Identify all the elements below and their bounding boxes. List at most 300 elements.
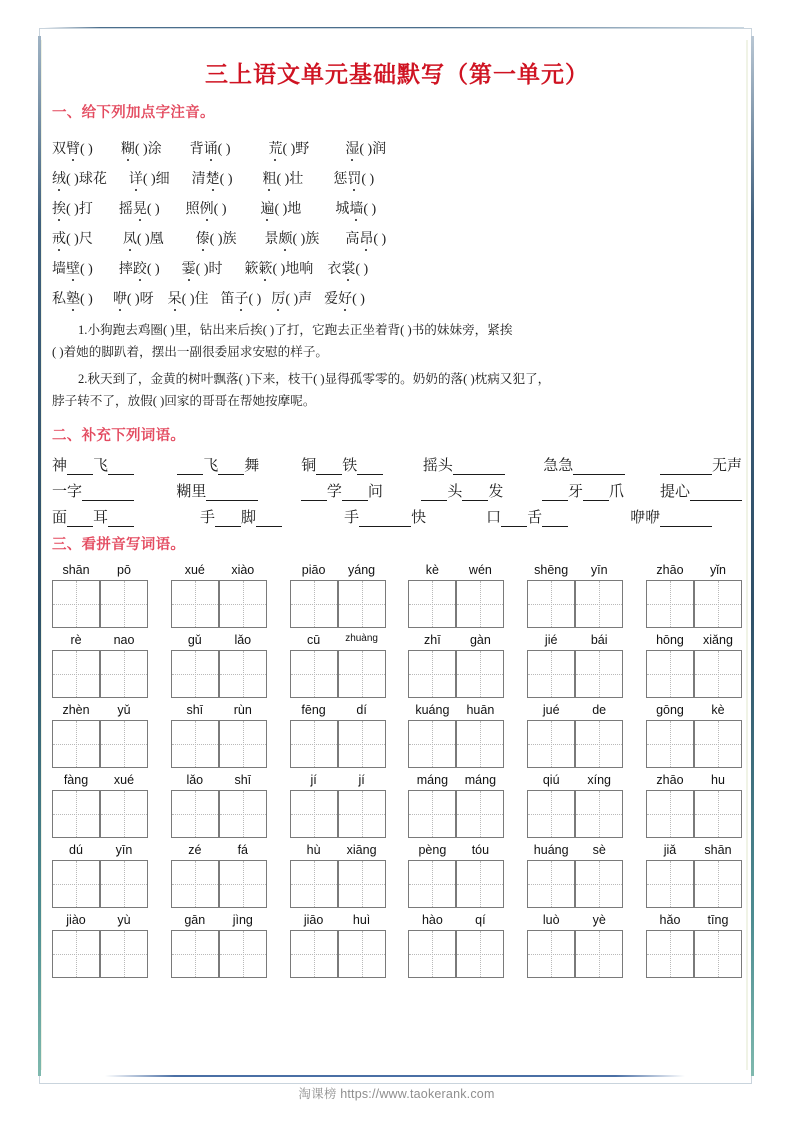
zhuyin-item[interactable] <box>52 138 93 158</box>
pinyin-group <box>52 843 148 857</box>
tianzige-cell[interactable] <box>338 790 386 838</box>
pinyin-syllable: fàng <box>63 772 89 787</box>
pinyin-syllable: zhèn <box>62 702 90 717</box>
spacer <box>148 720 171 769</box>
zhuyin-item[interactable] <box>52 168 107 188</box>
dotted-character: 颇 <box>278 228 292 248</box>
tianzige-cell[interactable] <box>100 860 148 908</box>
tianzige-cell[interactable] <box>338 720 386 768</box>
tianzige-cell[interactable] <box>52 650 100 698</box>
answer-parentheses[interactable]: ( ) <box>373 232 387 247</box>
pinyin-group <box>171 703 267 717</box>
tianzige-cell[interactable] <box>694 790 742 838</box>
zhuyin-item[interactable] <box>123 228 164 248</box>
word-prefix: 墙 <box>52 262 66 277</box>
answer-parentheses[interactable]: ( )凰 <box>136 232 164 247</box>
answer-parentheses[interactable]: ( ) <box>219 172 233 187</box>
tianzige-cell[interactable] <box>646 790 694 838</box>
tianzige-cell[interactable] <box>171 790 219 838</box>
word-prefix: 城 <box>335 202 350 217</box>
dotted-character: 霎 <box>182 258 196 278</box>
tianzige-cell[interactable] <box>527 650 575 698</box>
tianzige-group <box>408 860 504 909</box>
spacer <box>148 650 171 699</box>
word-prefix: 爱 <box>324 292 339 307</box>
answer-parentheses[interactable]: ( )涂 <box>134 142 162 157</box>
tianzige-cell[interactable] <box>646 930 694 978</box>
tianzige-cell[interactable] <box>171 930 219 978</box>
pinyin-syllable: hu <box>711 772 725 787</box>
pinyin-syllable: shān <box>704 842 732 857</box>
spacer <box>623 790 646 839</box>
pinyin-group <box>527 773 623 787</box>
answer-parentheses[interactable]: ( ) <box>146 202 160 217</box>
tianzige-cell[interactable] <box>408 860 456 908</box>
zhuyin-row <box>52 158 742 188</box>
dotted-character: 诵 <box>204 138 218 158</box>
pinyin-syllable: wén <box>468 562 492 577</box>
word-completion-item[interactable]: 糊里 <box>176 480 258 501</box>
tianzige-cell[interactable] <box>575 930 623 978</box>
sentence-line <box>52 390 742 412</box>
zhuyin-item[interactable] <box>335 198 376 218</box>
pinyin-syllable: fēng <box>301 702 326 717</box>
tianzige-cell[interactable] <box>575 650 623 698</box>
pinyin-group <box>527 843 623 857</box>
zhuyin-item[interactable] <box>271 288 312 308</box>
word-prefix: 照 <box>185 202 200 217</box>
pinyin-syllable: shān <box>62 562 90 577</box>
pinyin-syllable: shēng <box>534 562 569 577</box>
tianzige-cell[interactable] <box>456 930 504 978</box>
pinyin-syllable: sè <box>592 842 606 857</box>
dotted-character: 傣 <box>196 228 210 248</box>
tianzige-cell[interactable] <box>171 720 219 768</box>
tianzige-cell[interactable] <box>52 930 100 978</box>
zhuyin-item[interactable] <box>260 198 301 218</box>
tianzige-cell[interactable] <box>100 580 148 628</box>
page-border-right <box>751 36 754 1076</box>
tianzige-cell[interactable] <box>575 580 623 628</box>
spacer <box>267 580 290 629</box>
pinyin-syllable: jié <box>544 632 558 647</box>
answer-parentheses[interactable]: ( )球花 <box>66 172 107 187</box>
word-prefix: 摇 <box>118 202 133 217</box>
tianzige-group <box>171 650 267 699</box>
answer-parentheses[interactable]: ( ) <box>80 142 93 157</box>
zhuyin-row <box>52 278 742 308</box>
answer-parentheses[interactable]: ( ) <box>217 142 231 157</box>
pinyin-group <box>171 563 267 577</box>
zhuyin-item[interactable] <box>192 168 233 188</box>
spacer <box>623 580 646 629</box>
word-completion-item[interactable]: 学 问 <box>301 480 383 501</box>
pinyin-group <box>171 843 267 857</box>
answer-parentheses[interactable]: ( )壮 <box>276 172 304 187</box>
answer-parentheses[interactable]: ( ) <box>80 262 93 277</box>
blank-underline[interactable] <box>357 474 383 475</box>
answer-parentheses[interactable]: ( )野 <box>282 142 310 157</box>
word-prefix: 双 <box>52 142 66 157</box>
pinyin-syllable: zhāo <box>656 772 684 787</box>
answer-parentheses[interactable]: ( )族 <box>292 232 320 247</box>
answer-parentheses[interactable]: ( ) <box>146 262 160 277</box>
tianzige-cell[interactable] <box>456 860 504 908</box>
dotted-character: 裳 <box>341 258 355 278</box>
pinyin-syllable: bái <box>590 632 608 647</box>
blank-underline[interactable] <box>690 500 742 501</box>
tianzige-cell[interactable] <box>527 930 575 978</box>
zhuyin-item[interactable] <box>119 198 160 218</box>
answer-parentheses[interactable]: ( ) <box>213 202 227 217</box>
word-completion-item[interactable]: 咿咿 <box>630 506 712 527</box>
zhuyin-item[interactable] <box>129 168 170 188</box>
section-3-rows <box>52 559 742 979</box>
tianzige-cell[interactable] <box>100 650 148 698</box>
word-completion-item[interactable]: 急急 <box>543 454 625 475</box>
blank-underline[interactable] <box>177 474 203 475</box>
zhuyin-item[interactable] <box>113 288 154 308</box>
answer-parentheses[interactable]: ( ) <box>248 292 262 307</box>
word-completion-item[interactable]: 摇头 <box>423 454 505 475</box>
sentence-line <box>52 368 742 390</box>
blank-underline[interactable] <box>342 500 368 501</box>
pinyin-syllable: xiào <box>231 562 255 577</box>
tianzige-cell[interactable] <box>456 790 504 838</box>
sentence-line <box>52 341 742 363</box>
word-completion-item[interactable]: 一字 <box>52 480 134 501</box>
tianzige-cell[interactable] <box>52 790 100 838</box>
blank-underline[interactable] <box>542 500 568 501</box>
blank-underline[interactable] <box>256 526 282 527</box>
tianzige-group <box>290 720 386 769</box>
answer-parentheses[interactable]: ( )润 <box>359 142 387 157</box>
tianzige-cell[interactable] <box>52 580 100 628</box>
tianzige-cell[interactable] <box>219 790 267 838</box>
tianzige-cell[interactable] <box>219 650 267 698</box>
spacer <box>148 790 171 839</box>
pinyin-syllable: dí <box>356 702 367 717</box>
spacer <box>504 930 527 979</box>
tianzige-group <box>52 930 148 979</box>
answer-parentheses[interactable]: ( ) <box>355 262 369 277</box>
blank-underline[interactable] <box>82 500 134 501</box>
pinyin-syllable: huáng <box>533 842 569 857</box>
answer-parentheses[interactable]: ( ) <box>363 202 377 217</box>
answer-parentheses[interactable]: ( ) <box>80 292 93 307</box>
word-completion-item[interactable]: 无声 <box>660 454 742 475</box>
spacer <box>386 860 409 909</box>
blank-underline[interactable] <box>462 500 488 501</box>
answer-parentheses[interactable]: ( )地 <box>274 202 302 217</box>
answer-parentheses[interactable]: ( )打 <box>66 202 93 217</box>
dotted-character: 遍 <box>260 198 274 218</box>
tianzige-cell[interactable] <box>456 720 504 768</box>
zhuyin-item[interactable] <box>264 228 319 248</box>
tianzige-cell[interactable] <box>527 790 575 838</box>
spacer <box>623 720 646 769</box>
blank-underline[interactable] <box>218 474 244 475</box>
blank-underline[interactable] <box>573 474 625 475</box>
zhuyin-item[interactable] <box>121 138 162 158</box>
tianzige-cell[interactable] <box>646 860 694 908</box>
spacer <box>623 930 646 979</box>
pinyin-group <box>290 773 386 787</box>
blank-underline[interactable] <box>583 500 609 501</box>
tianzige-cell[interactable] <box>100 790 148 838</box>
tianzige-cell[interactable] <box>219 860 267 908</box>
blank-underline[interactable] <box>453 474 505 475</box>
tianzige-cell[interactable] <box>408 790 456 838</box>
zhuyin-item[interactable] <box>262 168 303 188</box>
tianzige-group <box>52 650 148 699</box>
tianzige-cell[interactable] <box>575 790 623 838</box>
blank-underline[interactable] <box>67 526 93 527</box>
zhuyin-item[interactable] <box>327 258 368 278</box>
fill-blank-sentence[interactable] <box>52 319 742 363</box>
tianzige-cell[interactable] <box>171 860 219 908</box>
spacer <box>386 580 409 629</box>
pinyin-syllable: hào <box>421 912 443 927</box>
spacer <box>386 720 409 769</box>
zhuyin-row <box>52 188 742 218</box>
section-2-rows <box>52 449 742 527</box>
blank-underline[interactable] <box>108 474 134 475</box>
tianzige-cell[interactable] <box>408 580 456 628</box>
pinyin-group <box>408 773 504 787</box>
answer-parentheses[interactable]: ( )住 <box>181 292 209 307</box>
word-completion-item[interactable]: 飞 舞 <box>177 454 259 475</box>
tianzige-cell[interactable] <box>338 860 386 908</box>
word-completion-item[interactable]: 手 快 <box>344 510 427 526</box>
tianzige-group <box>52 580 148 629</box>
tianzige-cell[interactable] <box>694 930 742 978</box>
blank-underline[interactable] <box>359 526 411 527</box>
worksheet-content <box>52 40 742 979</box>
tianzige-cell[interactable] <box>456 650 504 698</box>
word-completion-item[interactable]: 提心 <box>660 480 742 501</box>
pinyin-syllable: xíng <box>587 772 611 787</box>
pinyin-group <box>646 703 742 717</box>
answer-parentheses[interactable]: ( )时 <box>195 262 223 277</box>
watermark: 淘课榜 https://www.taokerank.com <box>298 1087 495 1101</box>
tianzige-group <box>290 650 386 699</box>
dotted-character: 臂 <box>66 138 80 158</box>
word-prefix: 清 <box>191 172 206 187</box>
pinyin-syllable: gàn <box>469 632 491 647</box>
tianzige-cell[interactable] <box>338 580 386 628</box>
tianzige-cell[interactable] <box>171 650 219 698</box>
pinyin-group <box>527 563 623 577</box>
word-completion-item[interactable]: 口 舌 <box>486 506 568 527</box>
spacer <box>267 720 290 769</box>
tianzige-group <box>290 930 386 979</box>
word-prefix: 私 <box>52 292 66 307</box>
blank-underline[interactable] <box>316 474 342 475</box>
zhuyin-item[interactable] <box>196 228 237 248</box>
tianzige-cell[interactable] <box>290 860 338 908</box>
answer-parentheses[interactable]: ( )细 <box>142 172 170 187</box>
tianzige-cell[interactable] <box>338 930 386 978</box>
tianzige-cell[interactable] <box>527 720 575 768</box>
tianzige-cell[interactable] <box>408 720 456 768</box>
zhuyin-item[interactable] <box>52 228 93 248</box>
tianzige-cell[interactable] <box>171 580 219 628</box>
tianzige-cell[interactable] <box>694 580 742 628</box>
tianzige-cell[interactable] <box>527 860 575 908</box>
tianzige-cell[interactable] <box>290 720 338 768</box>
pinyin-group <box>408 913 504 927</box>
answer-parentheses[interactable]: ( ) <box>352 292 365 307</box>
tianzige-cell[interactable] <box>646 720 694 768</box>
blank-underline[interactable] <box>206 500 258 501</box>
blank-underline[interactable] <box>660 474 712 475</box>
zhuyin-item[interactable] <box>119 258 160 278</box>
word-completion-item[interactable]: 神 飞 <box>52 454 134 475</box>
pinyin-syllable: zhī <box>424 632 441 647</box>
grid-line <box>52 930 742 979</box>
tianzige-group <box>408 580 504 629</box>
word-completion-item[interactable]: 牙 爪 <box>542 480 624 501</box>
pinyin-syllable: jí <box>310 772 317 787</box>
dotted-character: 糊 <box>121 138 135 158</box>
word-prefix: 高 <box>345 232 360 247</box>
pinyin-syllable: nao <box>113 632 135 647</box>
tianzige-group <box>171 580 267 629</box>
blank-underline[interactable] <box>421 500 447 501</box>
zhuyin-item[interactable] <box>345 228 386 248</box>
pinyin-syllable: fá <box>237 842 249 857</box>
tianzige-cell[interactable] <box>575 860 623 908</box>
zhuyin-item[interactable] <box>52 288 93 308</box>
pinyin-syllable: jiào <box>66 912 86 927</box>
pinyin-syllable: zhuàng <box>345 632 378 644</box>
tianzige-cell[interactable] <box>456 580 504 628</box>
tianzige-cell[interactable] <box>338 650 386 698</box>
zhuyin-item[interactable] <box>244 258 313 278</box>
dotted-character: 塾 <box>66 288 80 308</box>
answer-parentheses[interactable]: ( )地响 <box>272 262 314 277</box>
tianzige-cell[interactable] <box>694 720 742 768</box>
pinyin-syllable: hōng <box>656 632 684 647</box>
blank-underline[interactable] <box>660 526 712 527</box>
spacer <box>386 930 409 979</box>
zhuyin-item[interactable] <box>52 198 93 218</box>
word-prefix: 摔 <box>118 262 133 277</box>
blank-underline[interactable] <box>301 500 327 501</box>
pinyin-syllable: qiú <box>542 772 560 787</box>
fill-blank-sentence[interactable] <box>52 368 742 412</box>
tianzige-cell[interactable] <box>290 650 338 698</box>
pinyin-syllable: cū <box>306 632 321 647</box>
tianzige-cell[interactable] <box>52 720 100 768</box>
tianzige-group <box>171 860 267 909</box>
pinyin-syllable: máng <box>464 772 497 787</box>
zhuyin-item[interactable] <box>182 258 223 278</box>
answer-parentheses[interactable]: ( ) <box>361 172 375 187</box>
pinyin-group <box>408 843 504 857</box>
tianzige-cell[interactable] <box>694 860 742 908</box>
word-completion-item[interactable]: 面 耳 <box>52 506 134 527</box>
blank-underline[interactable] <box>108 526 134 527</box>
tianzige-cell[interactable] <box>694 650 742 698</box>
blank-underline[interactable] <box>215 526 241 527</box>
tianzige-cell[interactable] <box>290 930 338 978</box>
dotted-character: 湿 <box>345 138 359 158</box>
zhuyin-item[interactable] <box>268 138 309 158</box>
word-completion-item[interactable]: 头 发 <box>421 480 503 501</box>
pinyin-group <box>408 703 504 717</box>
pinyin-group <box>527 913 623 927</box>
dotted-character: 绒 <box>52 168 66 188</box>
zhuyin-item[interactable] <box>190 138 231 158</box>
tianzige-cell[interactable] <box>52 860 100 908</box>
pinyin-syllable: xiǎng <box>703 632 733 647</box>
pinyin-syllable: yīn <box>115 842 133 857</box>
tianzige-group <box>527 580 623 629</box>
tianzige-group <box>171 790 267 839</box>
answer-parentheses[interactable]: ( )尺 <box>66 232 93 247</box>
spacer <box>623 860 646 909</box>
zhuyin-item[interactable] <box>345 138 386 158</box>
word-prefix: 簌 <box>244 262 259 277</box>
zhuyin-row <box>52 218 742 248</box>
tianzige-cell[interactable] <box>408 930 456 978</box>
answer-parentheses[interactable]: ( )族 <box>209 232 237 247</box>
word-completion-item[interactable]: 手 脚 <box>200 506 282 527</box>
spacer <box>148 580 171 629</box>
tianzige-cell[interactable] <box>290 580 338 628</box>
zhuyin-item[interactable] <box>220 288 261 308</box>
tianzige-cell[interactable] <box>290 790 338 838</box>
grid-line <box>52 650 742 699</box>
dotted-character: 凤 <box>123 228 137 248</box>
tianzige-cell[interactable] <box>408 650 456 698</box>
tianzige-cell[interactable] <box>646 650 694 698</box>
tianzige-group <box>290 860 386 909</box>
tianzige-cell[interactable] <box>575 720 623 768</box>
pinyin-syllable: gōng <box>656 702 684 717</box>
tianzige-cell[interactable] <box>527 580 575 628</box>
tianzige-cell[interactable] <box>219 720 267 768</box>
blank-underline[interactable] <box>67 474 93 475</box>
zhuyin-item[interactable] <box>168 288 209 308</box>
pinyin-line <box>52 559 742 580</box>
zhuyin-item[interactable] <box>324 288 365 308</box>
answer-parentheses[interactable]: ( )呀 <box>126 292 154 307</box>
zhuyin-item[interactable] <box>333 168 374 188</box>
zhuyin-item[interactable] <box>186 198 227 218</box>
pinyin-group <box>290 703 386 717</box>
pinyin-group <box>52 773 148 787</box>
tianzige-cell[interactable] <box>219 930 267 978</box>
section-1-heading: 一、给下列加点字注音。 <box>52 105 215 121</box>
blank-underline[interactable] <box>542 526 568 527</box>
blank-underline[interactable] <box>501 526 527 527</box>
tianzige-cell[interactable] <box>100 720 148 768</box>
tianzige-cell[interactable] <box>646 580 694 628</box>
pinyin-line <box>52 629 742 650</box>
answer-parentheses[interactable]: ( )声 <box>285 292 313 307</box>
word-prefix: 惩 <box>333 172 348 187</box>
zhuyin-item[interactable] <box>52 258 93 278</box>
pinyin-group <box>290 563 386 577</box>
word-completion-item[interactable]: 铜 铁 <box>301 454 383 475</box>
tianzige-cell[interactable] <box>100 930 148 978</box>
dotted-character: 呆 <box>168 288 182 308</box>
tianzige-cell[interactable] <box>219 580 267 628</box>
pinyin-group <box>646 633 742 647</box>
